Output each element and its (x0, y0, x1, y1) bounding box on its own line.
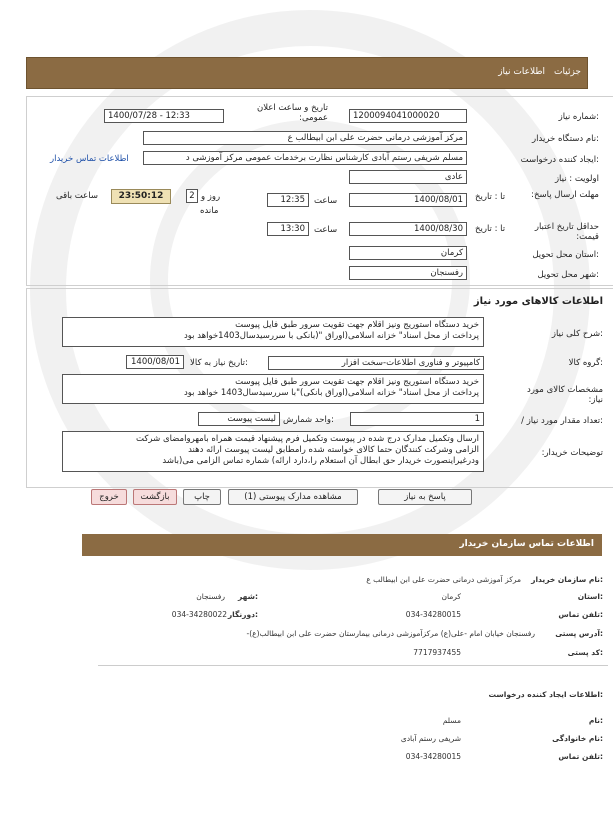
requester-label: ایجاد کننده درخواست: (520, 155, 599, 165)
priority-label: اولویت : نیاز (554, 174, 599, 184)
contact-postal-label: کد پستی: (567, 648, 603, 657)
buyer-org-field: مرکز آموزشی درمانی حضرت علی ابن ابیطالب ع (143, 131, 467, 145)
deadline-time-field: 12:35 (267, 193, 309, 207)
hours-left-label: ساعت باقی (56, 191, 98, 201)
need-number-label: شماره نیاز: (558, 112, 599, 122)
creator-phone-label: تلفن تماس: (558, 752, 603, 761)
tab-details[interactable]: جزئیات (554, 67, 581, 77)
need-date-field: 1400/08/01 (126, 355, 184, 369)
contact-fax-label: دورنگار: (227, 610, 258, 619)
deadline-date-field: 1400/08/01 (349, 193, 467, 207)
deadline-to-date-label: تا : تاریخ (475, 192, 506, 202)
contact-address-label: آدرس پستی: (555, 629, 603, 638)
desc-line-1: خرید دستگاه استوریج ونیز اقلام جهت تقویت سرور طبق فایل پیوست (235, 320, 479, 330)
province-field: کرمان (349, 246, 467, 260)
spec-line-1: خرید دستگاه استوریج ونیز اقلام جهت تقویت سرور طبق فایل پیوست (235, 377, 479, 387)
desc-line-2: پرداخت از محل اسناد" خزانه اسلامی(اوراق "(بانکی با سررسیدسال1403خواهد بود (183, 331, 479, 341)
view-documents-button[interactable]: مشاهده مدارک پیوستی (1) (228, 489, 358, 505)
announce-label: تاریخ و ساعت اعلان عمومی: (256, 103, 328, 123)
validity-time-label: ساعت (314, 225, 338, 235)
reply-button[interactable]: پاسخ به نیاز (378, 489, 472, 505)
notes-line-3: ودرغیراینصورت خریدار حق ابطال آن استعلام را،دارد ارائه) شماره تماس الزامی می(باشد (162, 456, 479, 466)
contact-city: رفسنجان (196, 592, 225, 601)
qty-field: 1 (350, 412, 484, 426)
validity-to-date-label: تا : تاریخ (475, 224, 506, 234)
buyer-org-label: نام دستگاه خریدار: (532, 134, 599, 144)
contact-fax: 034-34280022 (171, 610, 227, 619)
unit-label: واحد شمارش: (283, 415, 334, 425)
contact-title: اطلاعات تماس سازمان خریدار (459, 539, 594, 549)
back-button[interactable]: بازگشت (133, 489, 177, 505)
province-label: استان محل تحویل: (532, 250, 599, 260)
exit-button[interactable]: خروج (91, 489, 127, 505)
contact-province-label: استان: (577, 592, 603, 601)
contact-phone: 034-34280015 (405, 610, 461, 619)
tab-need-info[interactable]: اطلاعات نیاز (498, 67, 545, 77)
unit-field: لیست پیوست (198, 412, 280, 426)
days-word: روز و (201, 192, 221, 202)
contact-divider (98, 665, 608, 666)
hours-left-label-2: مانده (200, 206, 219, 216)
validity-label: حداقل تاریخ اعتبار قیمت: (534, 222, 599, 242)
desc-label: شرح کلی نیاز: (551, 329, 603, 339)
notes-line-2: الزامی وشرکت کنندگان حتما کالای خواسته شده رامطابق لیست پیوست ارائه دهند (188, 445, 479, 455)
desc-textarea (62, 317, 484, 347)
deadline-label: مهلت ارسال پاسخ: (531, 190, 599, 200)
spec-label: مشخصات کالای مورد نیاز: (527, 385, 603, 405)
contact-city-label: شهر: (238, 592, 258, 601)
deadline-time-label: ساعت (314, 196, 338, 206)
need-number-field: 1200094041000020 (349, 109, 467, 123)
group-label: گروه کالا: (568, 358, 603, 368)
creator-family: شریفی رستم آبادی (400, 734, 461, 743)
creator-name-label: نام: (588, 716, 603, 725)
goods-section-title: اطلاعات کالاهای مورد نیاز (473, 296, 603, 307)
contact-postal: 7717937455 (413, 648, 461, 657)
spec-textarea (62, 374, 484, 404)
spec-line-2: پرداخت از محل اسناد" خزانه اسلامی(اوراق بانکی)"با سررسیدسال1403 خواهد بود (183, 388, 479, 398)
priority-field: عادی (349, 170, 467, 184)
notes-line-1: ارسال وتکمیل مدارک درج شده در پیوست وتکمیل فرم پیشنهاد قیمت همراه بامهروامضای شرکت (136, 434, 479, 444)
requester-field: مسلم شریفی رستم آبادی کارشناس نظارت برخدمات عمومی مرکز آموزشی د (143, 151, 467, 165)
creator-family-label: نام خانوادگی: (552, 734, 603, 743)
qty-label: / تعداد مقدار مورد نیاز: (521, 416, 603, 426)
need-date-label: تاریخ نیاز به کالا: (190, 358, 248, 368)
top-tab-bar (26, 57, 588, 89)
announce-field: 1400/07/28 - 12:33 (104, 109, 224, 123)
validity-time-field: 13:30 (267, 222, 309, 236)
validity-date-field: 1400/08/30 (349, 222, 467, 236)
city-label: شهر محل تحویل: (537, 270, 599, 280)
contact-address: -رفسنجان خیابان امام -علی(ع) مرکزآموزشی درمانی بیمارستان حضرت علی ابن ابیطالب(ع) (246, 629, 535, 638)
contact-title-bar (82, 534, 602, 556)
notes-textarea (62, 431, 484, 472)
group-field: کامپیوتر و فناوری اطلاعات-سخت افزار (268, 356, 484, 370)
print-button[interactable]: چاپ (183, 489, 221, 505)
contact-org-label: نام سازمان خریدار: (531, 575, 603, 584)
creator-title: اطلاعات ایجاد کننده درخواست: (488, 690, 603, 699)
days-left-field: 2 (186, 189, 198, 203)
contact-org: مرکز آموزشی درمانی حضرت علی ابن ابیطالب ع (366, 575, 521, 584)
countdown-timer: 23:50:12 (111, 189, 171, 204)
contact-phone-label: تلفن تماس: (558, 610, 603, 619)
creator-phone: 034-34280015 (405, 752, 461, 761)
buyer-contact-link[interactable]: اطلاعات تماس خریدار (50, 154, 129, 164)
creator-name: مسلم (442, 716, 461, 725)
notes-label: توضیحات خریدار: (541, 448, 603, 458)
contact-province: کرمان (441, 592, 461, 601)
city-field: رفسنجان (349, 266, 467, 280)
